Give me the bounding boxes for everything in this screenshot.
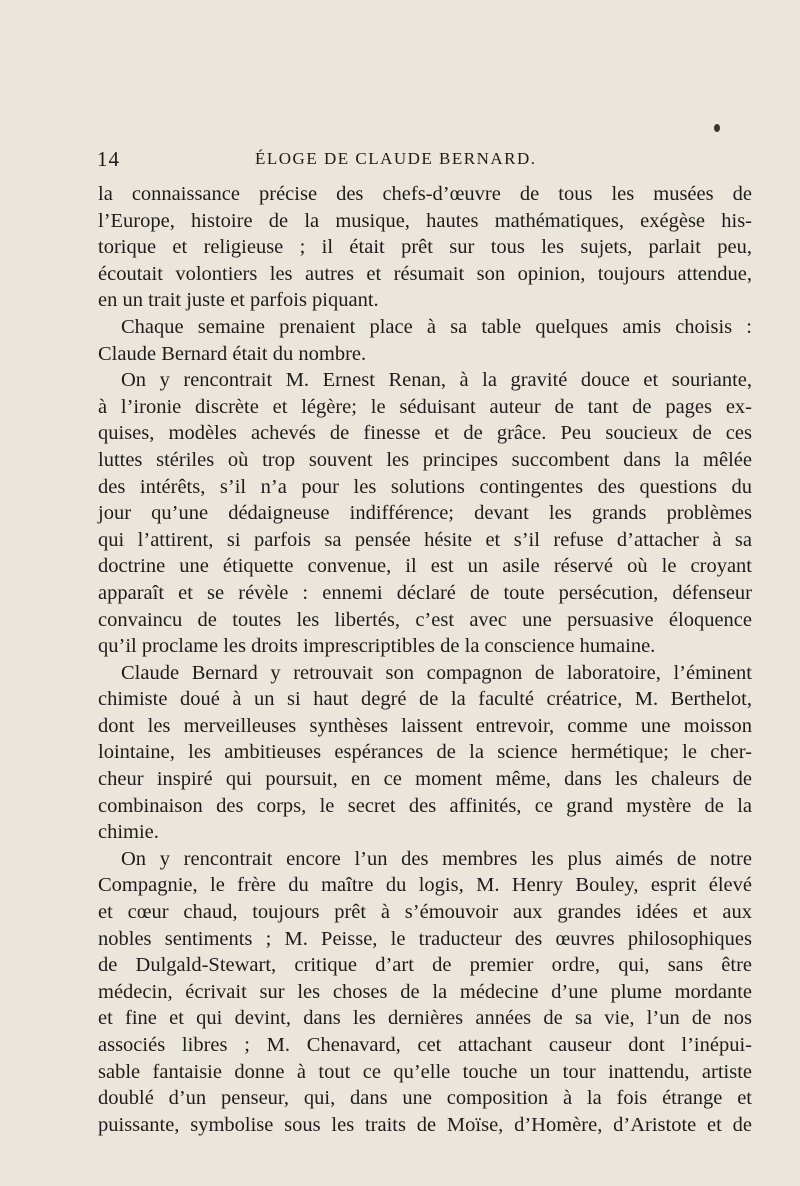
text-line: Chaque semaine prenaient place à sa table quelques amis choisis : bbox=[121, 315, 752, 338]
text-line: Compagnie, le frère du maître du logis, M. Henry Bouley, esprit élevé bbox=[98, 874, 752, 897]
text-line: combinaison des corps, le secret des affinités, ce grand mystère de la bbox=[98, 794, 752, 817]
text-line: lointaine, les ambitieuses espérances de la science hermétique; le cher- bbox=[98, 741, 752, 764]
text-line: convaincu de toutes les libertés, c’est avec une persuasive éloquence bbox=[98, 608, 752, 631]
text-line: de Dulgald-Stewart, critique d’art de premier ordre, qui, sans être bbox=[98, 954, 752, 977]
text-line: On y rencontrait M. Ernest Renan, à la gravité douce et souriante, bbox=[121, 369, 752, 392]
text-line: l’Europe, histoire de la musique, hautes mathématiques, exégèse his- bbox=[98, 209, 752, 232]
text-line: jour qu’une dédaigneuse indifférence; devant les grands problèmes bbox=[98, 502, 752, 525]
text-line: doublé d’un penseur, qui, dans une composition à la fois étrange et bbox=[98, 1087, 752, 1110]
running-head: ÉLOGE DE CLAUDE BERNARD. bbox=[255, 149, 537, 168]
text-line: apparaît et se révèle : ennemi déclaré de toute persécution, défenseur bbox=[98, 581, 752, 604]
text-line: Claude Bernard y retrouvait son compagnon de laboratoire, l’éminent bbox=[121, 661, 752, 684]
text-line: qui l’attirent, si parfois sa pensée hésite et s’il refuse d’attacher à sa bbox=[98, 528, 752, 551]
text-line: cheur inspiré qui poursuit, en ce moment même, dans les chaleurs de bbox=[98, 768, 752, 791]
text-line: On y rencontrait encore l’un des membres les plus aimés de notre bbox=[121, 847, 752, 870]
text-line: chimie. bbox=[98, 821, 159, 844]
text-line: la connaissance précise des chefs-d’œuvre de tous les musées de bbox=[98, 183, 752, 205]
text-line: Claude Bernard était du nombre. bbox=[98, 342, 367, 365]
text-line: à l’ironie discrète et légère; le séduisant auteur de tant de pages ex- bbox=[98, 395, 752, 418]
text-line: nobles sentiments ; M. Peisse, le traducteur des œuvres philosophiques bbox=[98, 927, 752, 950]
text-line: écoutait volontiers les autres et résumait son opinion, toujours attendue, bbox=[98, 262, 752, 285]
text-line: associés libres ; M. Chenavard, cet attachant causeur dont l’inépui- bbox=[98, 1034, 752, 1056]
ink-speck bbox=[714, 124, 720, 132]
page-header bbox=[97, 147, 757, 171]
text-line: et cœur chaud, toujours prêt à s’émouvoir aux grandes idées et aux bbox=[98, 901, 752, 924]
text-line: dont les merveilleuses synthèses laissent entrevoir, comme une moisson bbox=[98, 714, 752, 737]
text-line: médecin, écrivait sur les choses de la médecine d’une plume mordante bbox=[98, 980, 752, 1003]
text-line: doctrine une étiquette convenue, il est un asile réservé où le croyant bbox=[98, 555, 752, 578]
text-line: luttes stériles où trop souvent les principes succombent dans la mêlée bbox=[98, 448, 752, 471]
body-text bbox=[98, 181, 752, 1138]
text-line: puissante, symbolise sous les traits de Moïse, d’Homère, d’Aristote et de bbox=[98, 1113, 752, 1136]
text-line: quises, modèles achevés de finesse et de grâce. Peu soucieux de ces bbox=[98, 422, 752, 445]
text-line: des intérêts, s’il n’a pour les solutions contingentes des questions du bbox=[98, 475, 752, 498]
text-line: qu’il proclame les droits imprescriptibles de la conscience humaine. bbox=[98, 635, 656, 658]
text-line: torique et religieuse ; il était prêt sur tous les sujets, parlait peu, bbox=[98, 236, 752, 259]
text-line: sable fantaisie donne à tout ce qu’elle touche un tour inattendu, artiste bbox=[98, 1060, 752, 1083]
page-number: 14 bbox=[97, 147, 120, 171]
text-line: chimiste doué à un si haut degré de la faculté créatrice, M. Berthelot, bbox=[98, 688, 752, 711]
text-line: et fine et qui devint, dans les dernières années de sa vie, l’un de nos bbox=[98, 1007, 752, 1030]
text-line: en un trait juste et parfois piquant. bbox=[98, 289, 379, 312]
